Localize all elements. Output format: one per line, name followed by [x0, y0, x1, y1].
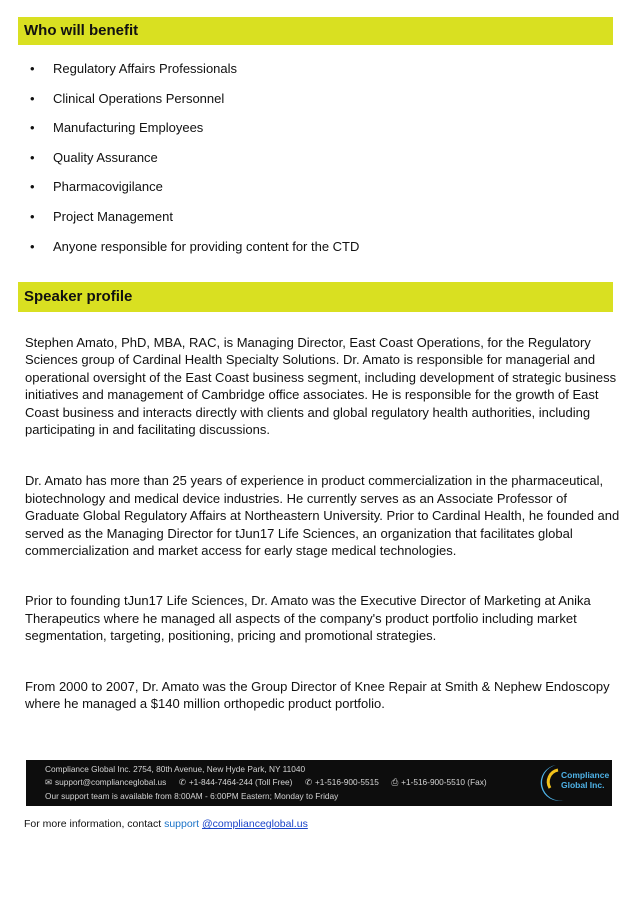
- bullet-icon: •: [30, 149, 35, 165]
- list-item: • Pharmacovigilance: [30, 174, 359, 204]
- compliance-global-logo: [534, 762, 610, 804]
- list-item: • Anyone responsible for providing content for the CTD: [30, 234, 359, 264]
- footer-address: Compliance Global Inc. 2754, 80th Avenue, New Hyde Park, NY 11040: [45, 764, 306, 774]
- footer-hours: Our support team is available from 8:00AM - 6:00PM Eastern; Monday to Friday: [45, 791, 339, 801]
- bullet-icon: •: [30, 61, 35, 76]
- phone-icon: ✆: [304, 777, 312, 787]
- footer-phone: +1-516-900-5515: [314, 777, 379, 787]
- contact-email-link[interactable]: @complianceglobal.us: [202, 818, 308, 830]
- speaker-profile-heading: Speaker profile: [18, 282, 613, 312]
- bio-paragraph: Stephen Amato, PhD, MBA, RAC, is Managing Director, East Coast Operations, for the Regulatory Sciences group of Cardinal Health Specialty Solutions. Dr. Amato is responsible for managerial and operational oversight of the East Coast business segment, including development of strategic business initiatives and management of Cambridge office associates. He is responsible for the growth of East Coast business and interacts directly with clients and global regulatory health authorities, including participating in and facilitating discussions.: [25, 335, 617, 438]
- footer-contact-band: [26, 760, 612, 806]
- bio-paragraph: Prior to founding tJun17 Life Sciences, Dr. Amato was the Executive Director of Marketing at Anika Therapeutics where he managed all aspects of the company's product portfolio including market segmentation, targeting, positioning, pricing and promotional strategies.: [25, 593, 591, 644]
- logo-text-line1: Compliance: [561, 770, 610, 780]
- bullet-icon: •: [30, 208, 35, 224]
- footer-toll-free: +1-844-7464-244 (Toll Free): [188, 777, 293, 787]
- list-item: • Project Management: [30, 204, 359, 234]
- list-item: • Regulatory Affairs Professionals: [30, 56, 359, 86]
- bio-paragraph: From 2000 to 2007, Dr. Amato was the Group Director of Knee Repair at Smith & Nephew Endoscopy where he managed a $140 million orthopedic product portfolio.: [25, 678, 610, 712]
- logo-text-line2: Global Inc.: [561, 780, 605, 790]
- more-info-line: [24, 818, 308, 830]
- bullet-icon: •: [30, 120, 35, 136]
- list-item: • Quality Assurance: [30, 145, 359, 175]
- bio-paragraph: Dr. Amato has more than 25 years of experience in product commercialization in the pharmaceutical, biotechnology and medical device industries. He currently serves as an Associate Professor of Graduate Global Regulatory Affairs at Northeastern University. Prior to Cardinal Health, he founded and served as the Managing Director for tJun17 Life Sciences, an organization that facilitates global commercialization and market access for early stage medical technologies.: [25, 473, 620, 559]
- list-item: • Clinical Operations Personnel: [30, 86, 359, 116]
- bullet-icon: •: [30, 90, 35, 106]
- mail-icon: ✉: [45, 777, 52, 787]
- benefit-list: [30, 56, 359, 263]
- bullet-icon: •: [30, 238, 35, 254]
- list-item: • Manufacturing Employees: [30, 115, 359, 145]
- speaker-bio: [25, 334, 620, 747]
- footer-fax: +1-516-900-5510 (Fax): [401, 777, 487, 787]
- phone-icon: ✆: [178, 777, 186, 787]
- who-will-benefit-heading: Who will benefit: [18, 17, 613, 45]
- contact-prefix: For more information, contact: [24, 818, 162, 830]
- footer-contact-line: [45, 777, 487, 788]
- bullet-icon: •: [30, 179, 35, 195]
- contact-support-label: support: [164, 818, 200, 830]
- fax-icon: ⎙: [391, 777, 399, 787]
- footer-email-link[interactable]: support@complianceglobal.us: [54, 777, 167, 787]
